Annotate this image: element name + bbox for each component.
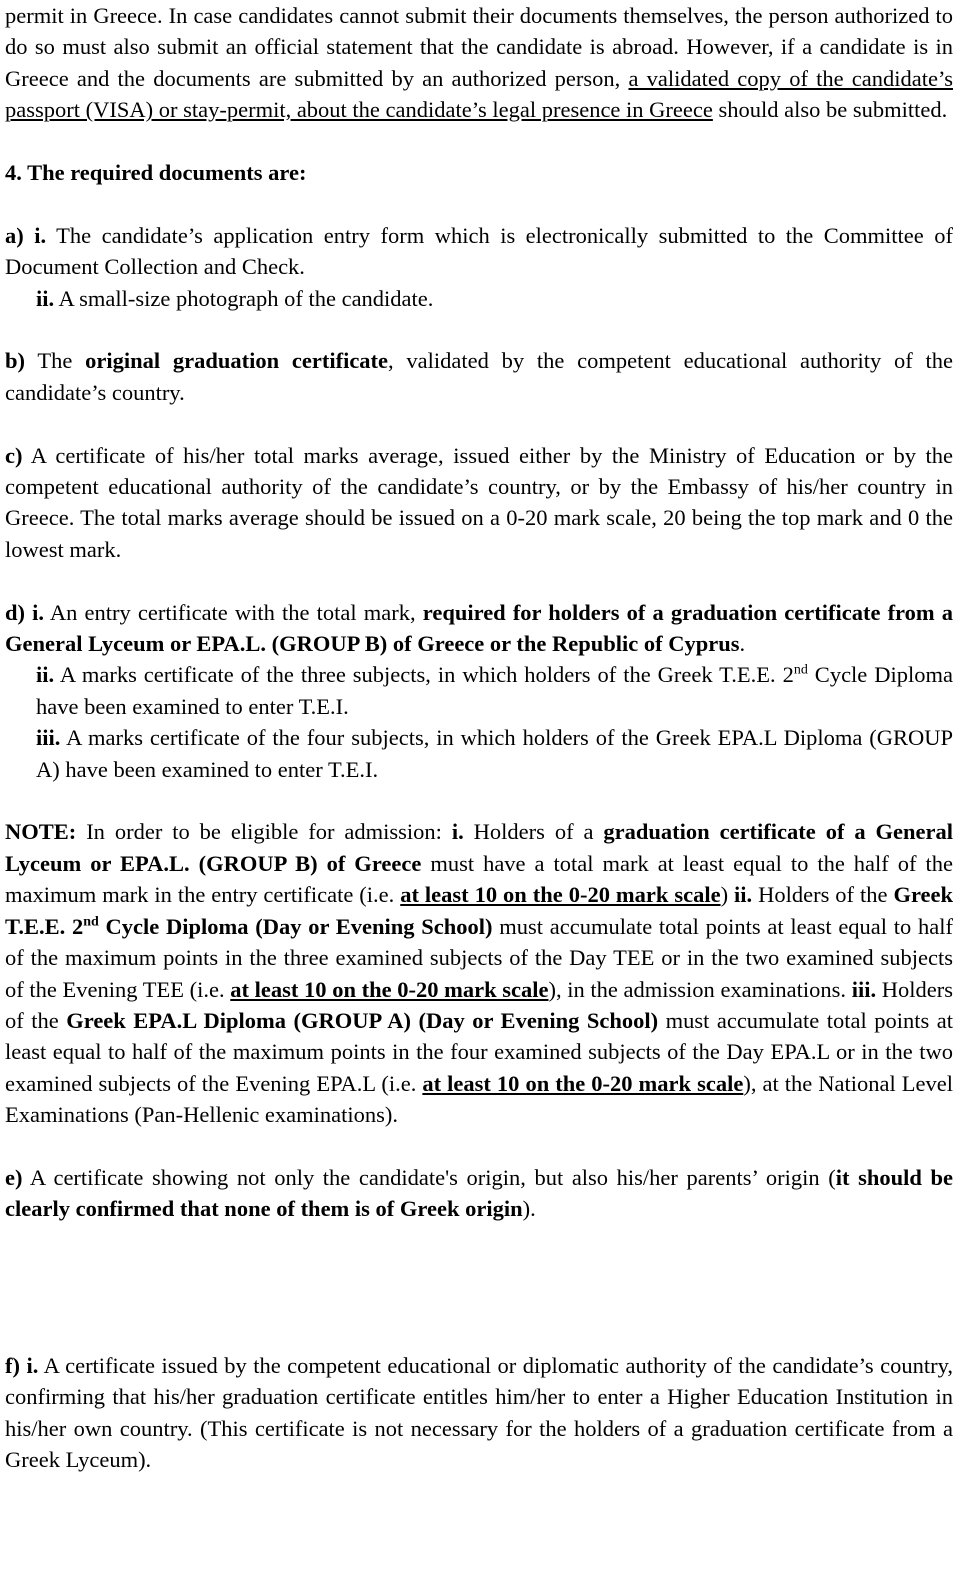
item-c bbox=[5, 440, 953, 566]
item-d-ii-label: ii. bbox=[36, 662, 55, 688]
intro-text-1: permit in Greece. In case candidates cannot submit their documents themselves, the person authorized to do so must also submit an official statement that the candidate is abroad. However, if a candidate is in Greece and the documents are submitted by an authorized person, bbox=[5, 3, 953, 91]
item-d-iii: iii. A marks certificate of the four subjects, in which holders of the Greek EPA.L Diploma (GROUP A) have been examined to enter T.E.I. bbox=[36, 725, 953, 782]
section-heading: 4. The required documents are: bbox=[5, 160, 307, 186]
item-d-iii-label: iii. bbox=[36, 725, 61, 751]
spacer bbox=[5, 1225, 953, 1350]
item-d-ii: ii. A marks certificate of the three subjects, in which holders of the Greek T.E.E. 2nd Cycle Diploma have been examined to enter T.E.I. bbox=[36, 662, 953, 719]
spacer bbox=[5, 188, 953, 219]
item-c-text: A certificate of his/her total marks average, issued either by the Ministry of Education or by the competent educational authority of the candidate’s country, or by the Embassy of his/her country in Greece. The total marks average should be issued on a 0-20 mark scale, 20 being the top mark and 0 the lowest mark. bbox=[5, 442, 953, 562]
spacer bbox=[5, 1131, 953, 1162]
item-b-bold: original graduation certificate bbox=[85, 348, 389, 374]
item-a-i bbox=[5, 220, 953, 283]
intro-underlined-text: a validated copy of the candidate’s passport (VISA) or stay-permit, about the candidate’s legal presence in Greece bbox=[5, 65, 953, 123]
spacer bbox=[5, 126, 953, 157]
note-underlined-3: at least 10 on the 0-20 mark scale bbox=[422, 1070, 744, 1096]
item-e: e) A certificate showing not only the candidate's origin, but also his/her parents’ origin (it should be clearly confirmed that none of them is of Greek origin). bbox=[5, 1164, 953, 1222]
note-label: NOTE: bbox=[5, 819, 77, 845]
note-underlined-1: at least 10 on the 0-20 mark scale bbox=[400, 882, 721, 908]
note-paragraph: NOTE: In order to be eligible for admission: i. Holders of a graduation certificate of a General Lyceum or EPA.L. (GROUP B) of Greece must have a total mark at least equal to the half of the maximum mark in the entry certificate (i.e. at least 10 on the 0-20 mark scale) ii. Holders of the Greek T.E.E. 2nd Cycle Diploma (Day or Evening School) must accumulate total points at least equal to half of the maximum points in the three examined subjects of the Day TEE or in the two examined subjects of the Evening TEE (i.e. at least 10 on the 0-20 mark scale), in the admission examinations. iii. Holders of the Greek EPA.L Diploma (GROUP A) (Day or Evening School) must accumulate total points at least equal to half of the maximum points in the four examined subjects of the Day EPA.L or in the two examined subjects of the Evening EPA.L (i.e. at least 10 on the 0-20 mark scale), at the National Level Examinations (Pan-Hellenic examinations). bbox=[5, 819, 954, 1128]
item-e-bold: it should be clearly confirmed that none of them is of Greek origin bbox=[5, 1164, 953, 1222]
item-f-i bbox=[5, 1350, 953, 1476]
item-e-label: e) bbox=[5, 1164, 23, 1190]
intro-text-2: should also be submitted. bbox=[712, 97, 948, 123]
item-a-ii bbox=[5, 283, 953, 314]
intro-paragraph bbox=[5, 0, 953, 126]
item-b: b) The original graduation certificate, validated by the competent educational authority of the candidate’s country. bbox=[5, 348, 953, 405]
spacer bbox=[5, 408, 953, 439]
item-d-label: d) i. bbox=[5, 599, 45, 625]
item-c-label: c) bbox=[5, 442, 23, 468]
item-d-i: d) i. An entry certificate with the total mark, required for holders of a graduation certificate from a General Lyceum or EPA.L. (GROUP B) of Greece or the Republic of Cyprus. bbox=[5, 599, 954, 657]
spacer bbox=[5, 565, 953, 596]
item-f-label: f) i. bbox=[5, 1352, 39, 1378]
item-a-ii-label: ii. bbox=[36, 285, 55, 311]
item-a-label: a) i. bbox=[5, 222, 47, 248]
item-a-text: The candidate’s application entry form which is electronically submitted to the Committee of Document Collection and Check. bbox=[5, 222, 953, 280]
item-a-ii-text: A small-size photograph of the candidate. bbox=[54, 285, 434, 311]
item-b-label: b) bbox=[5, 348, 26, 374]
spacer bbox=[5, 314, 953, 345]
note-underlined-2: at least 10 on the 0-20 mark scale bbox=[230, 976, 549, 1002]
item-d-bold: required for holders of a graduation certificate from a General Lyceum or EPA.L. (GROUP B) of Greece or the Republic of Cyprus bbox=[5, 599, 954, 657]
spacer bbox=[5, 785, 953, 816]
item-f-text: A certificate issued by the competent educational or diplomatic authority of the candidate’s country, confirming that his/her graduation certificate entitles him/her to enter a Higher Education Institution in his/her own country. (This certificate is not necessary for the holders of a graduation certificate from a Greek Lyceum). bbox=[5, 1352, 953, 1472]
